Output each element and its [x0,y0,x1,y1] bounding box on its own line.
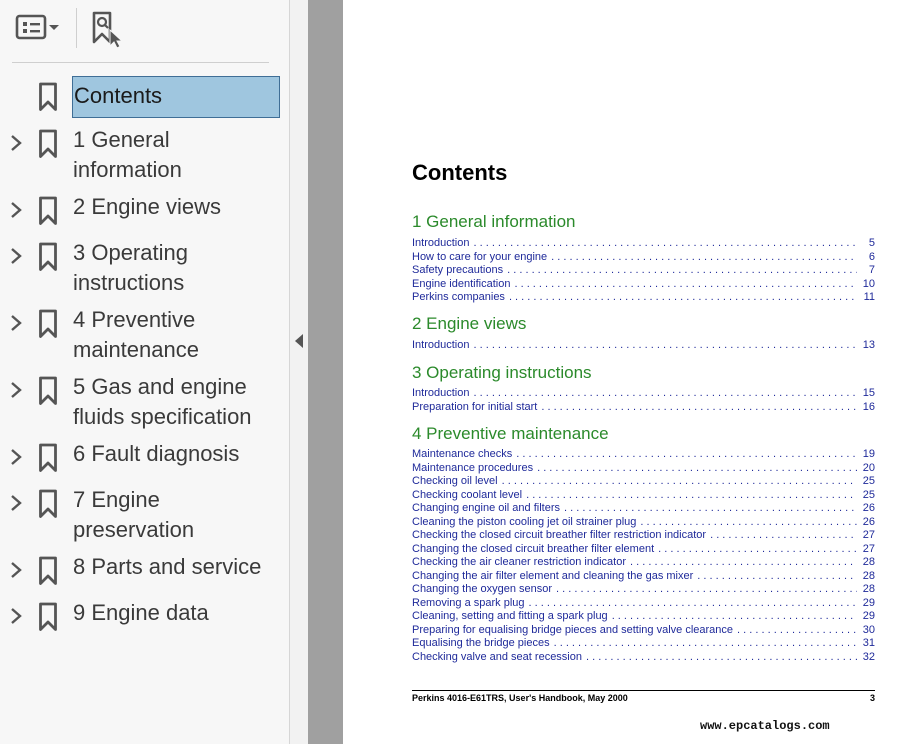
document-gutter [308,0,343,744]
toc-entry[interactable]: Preparation for initial start . . . 16 [412,401,875,415]
bookmarks-panel [0,0,290,744]
toc-entry[interactable]: Introduction . . . 5 [412,237,875,251]
toolbar-divider [76,8,77,48]
watermark: www.epcatalogs.com [700,719,830,733]
bookmark-icon [38,129,58,159]
bookmark-label: 9 Engine data [73,600,209,625]
toolbar-rule [12,62,269,63]
toc-entry[interactable]: Changing engine oil and filters . . . 26 [412,502,875,516]
toc-entry[interactable]: Introduction . . . 15 [412,387,875,401]
toc-entry[interactable]: Engine identification . . . 10 [412,278,875,292]
page-title: Contents [412,160,508,185]
bookmark-label: 7 Engine preservation [73,487,195,542]
bookmark-icon [38,602,58,632]
find-bookmark-icon [88,8,128,48]
bookmark-icon [38,556,58,586]
bookmark-label: 3 Operating instructions [73,240,188,295]
toc-entry[interactable]: Removing a spark plug . . . 29 [412,597,875,611]
toc-entry[interactable]: Checking the air cleaner restriction indicator . . . 28 [412,556,875,570]
toc-entry[interactable]: How to care for your engine . . . 6 [412,251,875,265]
bookmark-icon [38,443,58,473]
bookmark-icon [38,82,58,112]
bookmark-icon [38,242,58,272]
collapse-panel-icon[interactable] [293,332,305,350]
toc-entry[interactable]: Changing the closed circuit breather filter element . . . 27 [412,543,875,557]
chevron-right-icon[interactable] [9,247,23,265]
toc-entry[interactable]: Checking oil level . . . 25 [412,475,875,489]
toc-entry[interactable]: Checking valve and seat recession . . . 32 [412,651,875,665]
footer-rule [412,690,875,691]
bookmarks-toolbar [0,0,290,62]
chevron-right-icon[interactable] [9,134,23,152]
bookmark-label: Contents [72,76,280,118]
chevron-right-icon[interactable] [9,448,23,466]
chevron-right-icon[interactable] [9,607,23,625]
toc-entry[interactable]: Maintenance procedures . . . 20 [412,462,875,476]
panel-splitter[interactable] [290,0,308,744]
toc-section-heading[interactable]: 4 Preventive maintenance [412,424,609,443]
page-number: 3 [869,693,875,703]
bookmark-label: 6 Fault diagnosis [73,441,240,466]
bookmark-icon [38,489,58,519]
bookmark-label: 4 Preventive maintenance [73,307,199,362]
toc-section-heading[interactable]: 1 General information [412,212,576,231]
bookmark-icon [38,196,58,226]
toc-entry[interactable]: Introduction . . . 13 [412,339,875,353]
toc-entry[interactable]: Safety precautions . . . 7 [412,264,875,278]
toc-entry[interactable]: Checking coolant level . . . 25 [412,489,875,503]
bookmark-label: 8 Parts and service [73,554,262,579]
chevron-right-icon[interactable] [9,494,23,512]
toc-entry[interactable]: Preparing for equalising bridge pieces and setting valve clearance . . . 30 [412,624,875,638]
toc-entry[interactable]: Changing the air filter element and cleaning the gas mixer . . . 28 [412,570,875,584]
chevron-right-icon[interactable] [9,201,23,219]
bookmark-icon [38,376,58,406]
bookmark-icon [38,309,58,339]
document-page [343,0,912,744]
toc-entry[interactable]: Maintenance checks . . . 19 [412,448,875,462]
find-current-bookmark-button[interactable] [88,8,128,48]
chevron-right-icon[interactable] [9,381,23,399]
toc-entry[interactable]: Equalising the bridge pieces . . . 31 [412,637,875,651]
toc-section-heading[interactable]: 2 Engine views [412,314,527,333]
chevron-right-icon[interactable] [9,561,23,579]
toc-entry[interactable]: Changing the oxygen sensor . . . 28 [412,583,875,597]
options-button[interactable] [14,12,62,44]
toc-entry[interactable]: Checking the closed circuit breather filter restriction indicator . . . 27 [412,529,875,543]
bookmark-label: 2 Engine views [73,194,221,219]
toc-entry[interactable]: Cleaning, setting and fitting a spark plug . . . 29 [412,610,875,624]
bookmark-label: 5 Gas and engine fluids specification [73,374,252,429]
toc-section-heading[interactable]: 3 Operating instructions [412,363,592,382]
page-footer: Perkins 4016-E61TRS, User's Handbook, May 2000 [412,693,628,703]
toc-entry[interactable]: Cleaning the piston cooling jet oil strainer plug . . . 26 [412,516,875,530]
chevron-right-icon[interactable] [9,314,23,332]
chevron-down-icon [48,24,60,32]
toc-entry[interactable]: Perkins companies . . . 11 [412,291,875,305]
bookmark-label: 1 General information [73,127,182,182]
